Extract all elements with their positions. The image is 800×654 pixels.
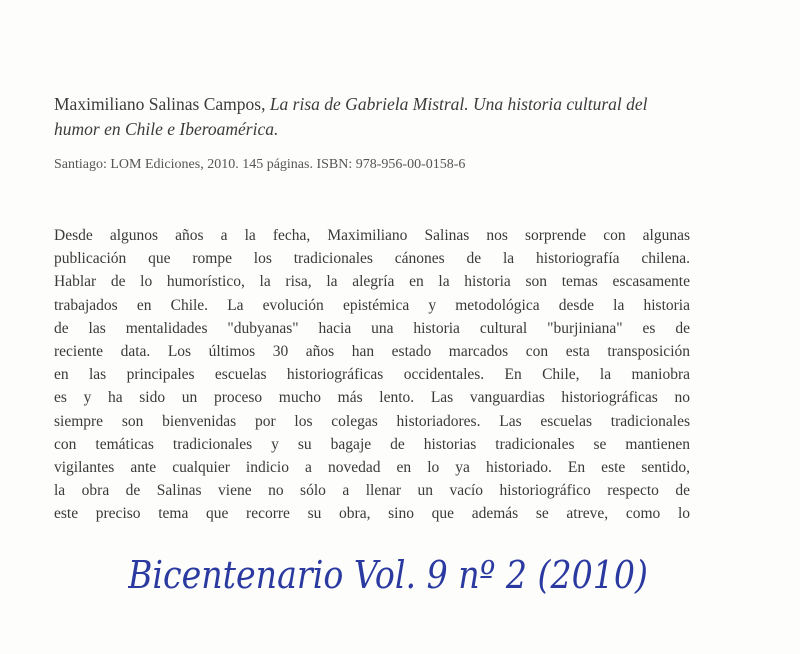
body-line: reciente data. Los últimos 30 años han estado marcados con esta transposición bbox=[54, 342, 690, 360]
body-line: de las mentalidades "dubyanas" hacia una historia cultural "burjiniana" es de bbox=[54, 319, 690, 337]
book-citation bbox=[54, 92, 694, 142]
publication-info: Santiago: LOM Ediciones, 2010. 145 páginas. ISBN: 978-956-00-0158-6 bbox=[54, 157, 466, 172]
body-line: es y ha sido un proceso mucho más lento. Las vanguardias historiográficas no bbox=[54, 389, 690, 407]
body-line: vigilantes ante cualquier indicio a novedad en lo ya historiado. En este sentido, bbox=[54, 458, 690, 476]
body-line: Hablar de lo humorístico, la risa, la alegría en la historia son temas escasamente bbox=[54, 273, 690, 291]
review-body bbox=[54, 224, 690, 525]
citation-author: Maximiliano Salinas Campos, bbox=[54, 94, 266, 114]
handwritten-note-text: Bicentenario Vol. 9 nº 2 (2010) bbox=[128, 553, 649, 597]
citation-title: La risa de Gabriela Mistral. Una historia cultural del humor en Chile e Iberoamérica. bbox=[54, 94, 648, 139]
handwriting-svg bbox=[128, 544, 668, 604]
body-line: en las principales escuelas historiográficas occidentales. En Chile, la maniobra bbox=[54, 366, 690, 384]
handwritten-annotation bbox=[128, 544, 668, 604]
body-line: con temáticas tradicionales y su bagaje de historias tradicionales se mantienen bbox=[54, 435, 690, 453]
body-line: la obra de Salinas viene no sólo a llenar un vacío historiográfico respecto de bbox=[54, 482, 690, 500]
body-line: Desde algunos años a la fecha, Maximiliano Salinas nos sorprende con algunas bbox=[54, 227, 690, 244]
body-line: trabajados en Chile. La evolución epistémica y metodológica desde la historia bbox=[54, 296, 690, 314]
body-line: este preciso tema que recorre su obra, sino que además se atreve, como lo bbox=[54, 505, 690, 523]
body-line: siempre son bienvenidas por los colegas historiadores. Las escuelas tradicionales bbox=[54, 412, 690, 430]
body-line: publicación que rompe los tradicionales cánones de la historiografía chilena. bbox=[54, 250, 690, 268]
